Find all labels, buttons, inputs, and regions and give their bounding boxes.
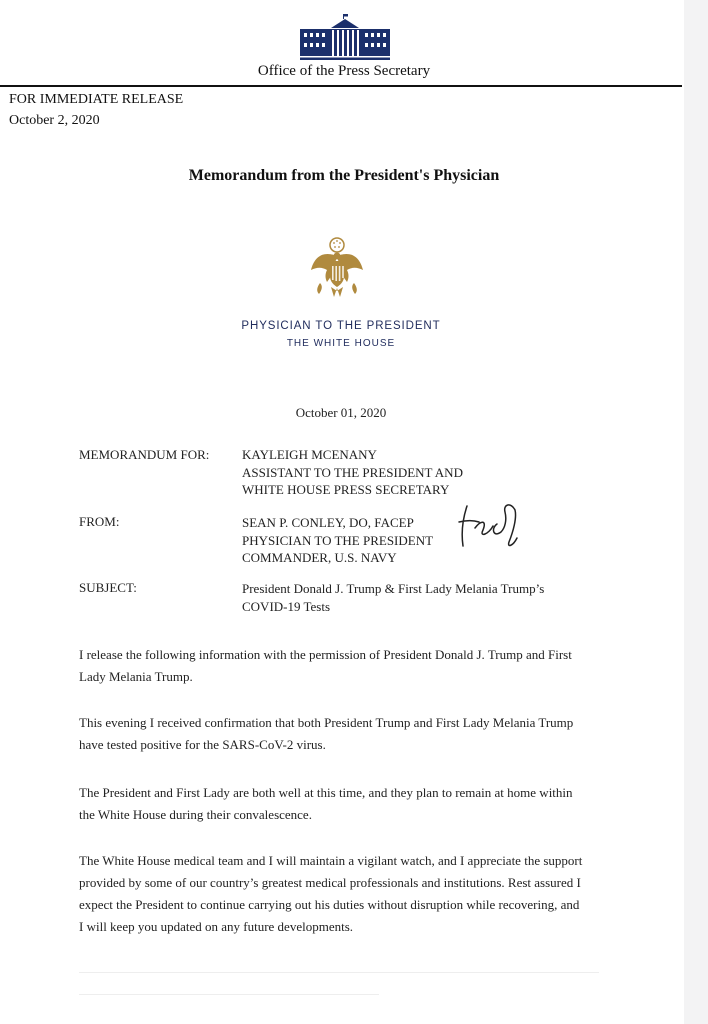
- recipient-line: KAYLEIGH MCENANY: [242, 447, 377, 462]
- sender-line: COMMANDER, U.S. NAVY: [242, 550, 397, 565]
- office-title: Office of the Press Secretary: [257, 63, 431, 79]
- paragraph-line: I release the following information with the permission of President Donald J. Trump and First: [79, 647, 572, 662]
- page-edge: [684, 0, 708, 1024]
- body-paragraph: [79, 782, 619, 826]
- memorandum-for-value: [242, 446, 463, 499]
- paragraph-line: have tested positive for the SARS-CoV-2 virus.: [79, 737, 326, 752]
- release-date: October 2, 2020: [9, 113, 100, 128]
- recipient-line: ASSISTANT TO THE PRESIDENT AND: [242, 464, 463, 480]
- subject-line: President Donald J. Trump & First Lady Melania Trump’s: [242, 581, 545, 596]
- signature-icon: [453, 498, 533, 554]
- header-rule: [0, 85, 682, 87]
- body-paragraph: [79, 712, 619, 756]
- sender-line: PHYSICIAN TO THE PRESIDENT: [242, 532, 434, 548]
- paragraph-line: the White House during their convalescence.: [79, 807, 312, 822]
- release-label: FOR IMMEDIATE RELEASE: [9, 92, 184, 107]
- sender-line: SEAN P. CONLEY, DO, FACEP: [242, 515, 414, 530]
- paragraph-line: Lady Melania Trump.: [79, 669, 193, 684]
- memorandum-for-label: MEMORANDUM FOR:: [79, 447, 210, 462]
- paragraph-line: This evening I received confirmation that both President Trump and First Lady Melania Trump: [79, 715, 574, 730]
- memo-date: October 01, 2020: [295, 405, 387, 420]
- white-house-icon: [298, 14, 392, 62]
- recipient-line: WHITE HOUSE PRESS SECRETARY: [242, 482, 450, 497]
- letterhead-subtitle: THE WHITE HOUSE: [286, 338, 396, 349]
- subject-label: SUBJECT:: [79, 580, 137, 595]
- body-paragraph: [79, 850, 619, 938]
- paragraph-line: provided by some of our country’s greatest medical professionals and institutions. Rest assured I: [79, 875, 581, 890]
- subject-value: [242, 580, 544, 615]
- release-block: [9, 89, 183, 131]
- paragraph-line: expect the President to continue carrying out his duties without disruption while recovering, and: [79, 897, 580, 912]
- from-value: [242, 514, 433, 567]
- paragraph-line: The White House medical team and I will maintain a vigilant watch, and I appreciate the support: [79, 853, 583, 868]
- body-paragraph: [79, 644, 619, 688]
- paragraph-line: The President and First Lady are both well at this time, and they plan to remain at home within: [79, 785, 573, 800]
- from-label: FROM:: [79, 514, 120, 529]
- faint-show-through: [79, 972, 599, 973]
- memo-title: Memorandum from the President's Physician: [188, 167, 500, 184]
- letterhead-title: PHYSICIAN TO THE PRESIDENT: [241, 320, 441, 332]
- paragraph-line: I will keep you updated on any future developments.: [79, 919, 354, 934]
- faint-show-through: [79, 994, 379, 995]
- subject-line: COVID-19 Tests: [242, 598, 331, 614]
- presidential-seal-icon: [308, 236, 366, 304]
